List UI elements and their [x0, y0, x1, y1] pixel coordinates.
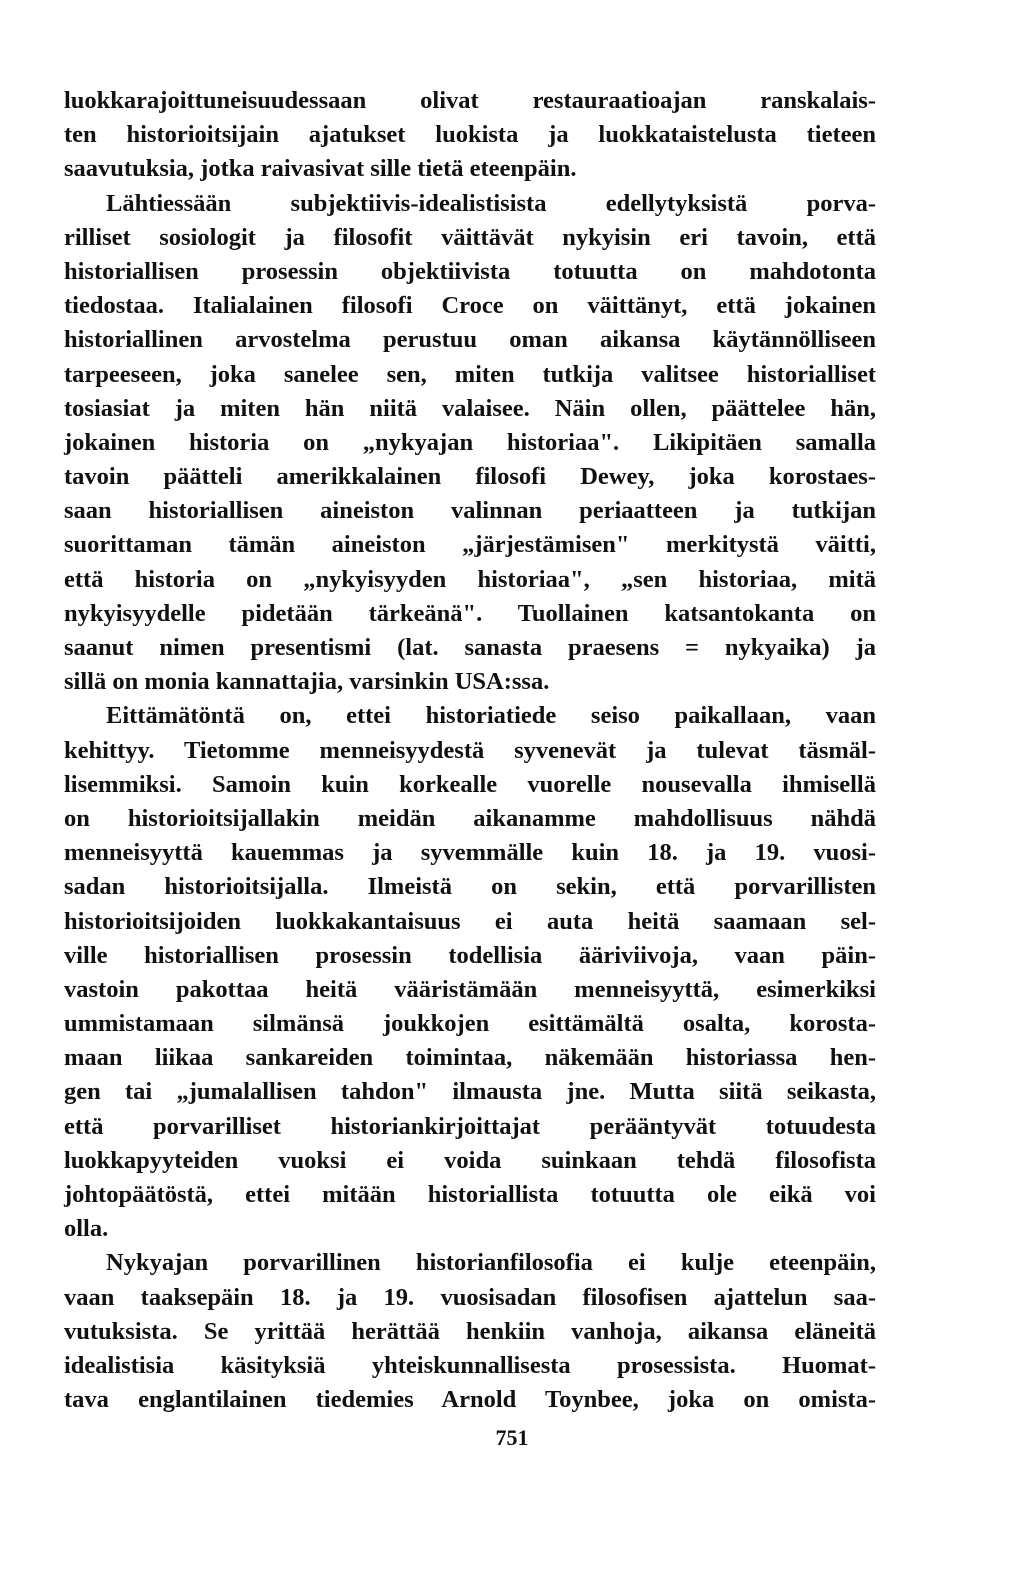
text-line: sadan historioitsijalla. Ilmeistä on sekin, että porvarillisten [64, 873, 876, 901]
page-number: 751 [495, 1425, 529, 1450]
text-line: nykyisyydelle pidetään tärkeänä". Tuollainen katsantokanta on [64, 599, 876, 627]
text-line: historiallinen arvostelma perustuu oman aikansa käytännölliseen [64, 326, 876, 354]
text-line: Eittämätöntä on, ettei historiatiede seiso paikallaan, vaan [106, 702, 876, 730]
text-line: on historioitsijallakin meidän aikanamme mahdollisuus nähdä [64, 804, 876, 832]
text-line: tava englantilainen tiedemies Arnold Toynbee, joka on omista- [64, 1386, 876, 1414]
text-line: idealistisia käsityksiä yhteiskunnallisesta prosessista. Huomat- [64, 1351, 876, 1379]
text-line: saanut nimen presentismi (lat. sanasta praesens = nykyaika) ja [64, 634, 876, 661]
text-line: että porvarilliset historiankirjoittajat perääntyvät totuudesta [64, 1112, 876, 1140]
text-line: tavoin päätteli amerikkalainen filosofi Dewey, joka korostaes- [64, 463, 876, 491]
text-line: tiedostaa. Italialainen filosofi Croce on väittänyt, että jokainen [64, 292, 876, 320]
text-line: vutuksista. Se yrittää herättää henkiin vanhoja, aikansa eläneitä [64, 1317, 876, 1345]
text-line: jokainen historia on „nykyajan historiaa". Likipitäen samalla [64, 428, 876, 456]
text-line: vastoin pakottaa heitä vääristämään menneisyyttä, esimerkiksi [64, 975, 876, 1003]
text-line: kehittyy. Tietomme menneisyydestä syvenevät ja tulevat täsmäl- [64, 736, 876, 764]
text-line: luokkapyyteiden vuoksi ei voida suinkaan tehdä filosofista [64, 1146, 876, 1174]
text-line: lisemmiksi. Samoin kuin korkealle vuorelle nousevalla ihmisellä [64, 770, 876, 798]
text-line: saavutuksia, jotka raivasivat sille tietä eteenpäin. [64, 155, 577, 183]
text-line: maan liikaa sankareiden toimintaa, näkemään historiassa hen- [64, 1044, 876, 1072]
text-line: historiallisen prosessin objektiivista totuutta on mahdotonta [64, 257, 876, 285]
text-line: ville historiallisen prosessin todellisia ääriviivoja, vaan päin- [64, 941, 876, 969]
text-line: johtopäätöstä, ettei mitään historiallista totuutta ole eikä voi [64, 1181, 876, 1208]
text-line: olla. [64, 1215, 109, 1243]
text-line: ummistamaan silmänsä joukkojen esittämältä osalta, korosta- [64, 1010, 876, 1038]
text-line: tosiasiat ja miten hän niitä valaisee. Näin ollen, päättelee hän, [64, 394, 876, 422]
text-line: suorittaman tämän aineiston „järjestämisen" merkitystä väitti, [64, 531, 876, 559]
text-line: menneisyyttä kauemmas ja syvemmälle kuin 18. ja 19. vuosi- [64, 839, 876, 867]
text-line: vaan taaksepäin 18. ja 19. vuosisadan filosofisen ajattelun saa- [64, 1283, 876, 1311]
text-line: gen tai „jumalallisen tahdon" ilmausta jne. Mutta siitä seikasta, [64, 1078, 876, 1106]
text-line: rilliset sosiologit ja filosofit väittävät nykyisin eri tavoin, että [64, 223, 876, 251]
text-line: Nykyajan porvarillinen historianfilosofia ei kulje eteenpäin, [106, 1249, 876, 1277]
text-line: luokkarajoittuneisuudessaan olivat restauraatioajan ranskalais- [64, 87, 876, 114]
text-line: ten historioitsijain ajatukset luokista ja luokkataistelusta tieteen [64, 121, 876, 149]
text-line: saan historiallisen aineiston valinnan periaatteen ja tutkijan [64, 497, 876, 525]
text-line: sillä on monia kannattajia, varsinkin USA:ssa. [64, 668, 550, 696]
page-text [64, 84, 876, 1417]
text-line: Lähtiessään subjektiivis-idealistisista edellytyksistä porva- [106, 189, 876, 217]
text-line: tarpeeseen, joka sanelee sen, miten tutkija valitsee historialliset [64, 360, 876, 388]
text-line: historioitsijoiden luokkakantaisuus ei auta heitä saamaan sel- [64, 907, 876, 935]
text-line: että historia on „nykyisyyden historiaa", „sen historiaa, mitä [64, 565, 876, 593]
